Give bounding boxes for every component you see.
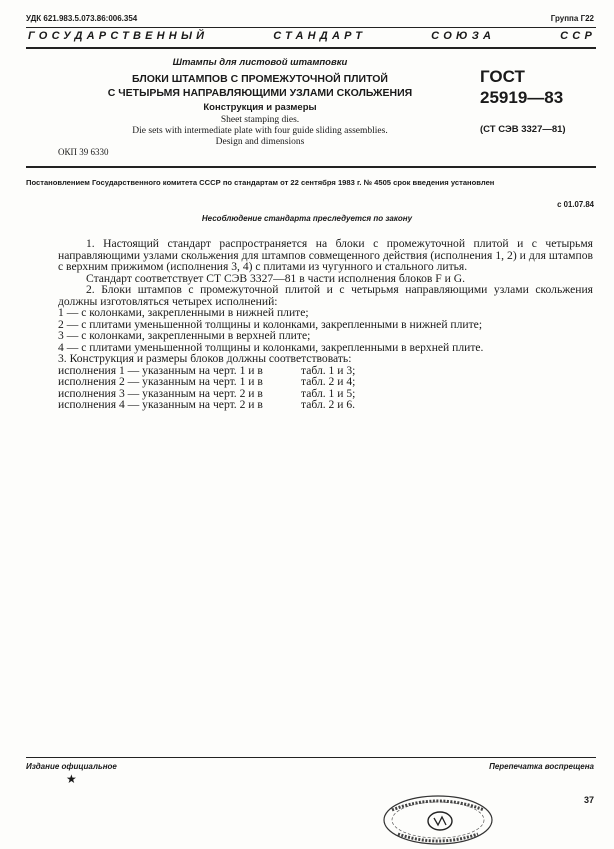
decree-text: Постановлением Государственного комитета СССР по стандартам от 22 сентября 1983 г. № 4505 срок введения установлен [26,178,495,187]
version-ref: исполнения 1 — указанным на черт. 1 и в [58,363,263,377]
version-ref: исполнения 3 — указанным на черт. 2 и в [58,386,263,400]
udk-code: УДК 621.983.5.073.86:006.354 [26,14,138,23]
official-edition: Издание официальное [26,762,117,771]
gost-number-block [480,66,590,108]
top-rule [26,27,596,28]
footer-rule [26,757,596,758]
star-icon: ★ [66,772,77,786]
body-text [58,238,593,411]
version-ref: исполнения 2 — указанным на черт. 1 и в [58,375,263,388]
list-item [58,399,593,411]
english-line: Design and dimensions [215,137,305,147]
paragraph: 3. Конструкция и размеры блоков должны соответствовать: [58,352,352,365]
group-code: Группа Г22 [550,14,594,23]
version-ref: исполнения 4 — указанным на черт. 2 и в [58,398,263,411]
paragraph: 1. Настоящий стандарт распространяется на блоки с промежуточной плитой и с четырьмя направляющими узлами скольжения для штампов совмещенного действия (исполнения 1, 2) и для штампов с верхним прижимом (исполнения 3, 4) с плитами из чугунного и стального литья. [58,237,593,273]
banner-word: ССР [560,30,596,42]
decree-rule [26,166,596,168]
gost-number: 25919—83 [480,88,564,107]
document-subtitle: Конструкция и размеры [203,102,317,113]
sev-reference: (СТ СЭВ 3327—81) [480,124,566,135]
title-line: БЛОКИ ШТАМПОВ С ПРОМЕЖУТОЧНОЙ ПЛИТОЙ [132,73,388,85]
document-title [70,72,450,100]
effective-date: с 01.07.84 [557,200,594,209]
state-standard-banner [28,30,596,42]
list-item: 1 — с колонками, закрепленными в нижней плите; [58,306,309,319]
table-ref: табл. 2 и 6. [301,398,356,411]
list-item: 4 — с плитами уменьшенной толщины и колонками, закрепленными в верхней плите. [58,340,484,354]
gost-label: ГОСТ [480,67,525,86]
okp-code: ОКП 39 6330 [58,147,109,157]
table-ref: табл. 1 и 3; [301,363,356,377]
list-item: 2 — с плитами уменьшенной толщины и колонками, закрепленными в нижней плите; [58,317,483,331]
series-title: Штампы для листовой штамповки [172,57,348,68]
list-item [58,376,593,388]
banner-word: СТАНДАРТ [273,30,367,42]
english-title [70,115,450,148]
table-ref: табл. 2 и 4; [301,375,356,388]
banner-rule [26,47,596,49]
english-line: Sheet stamping dies. [220,115,300,125]
table-ref: табл. 1 и 5; [301,386,356,400]
page-number: 37 [583,795,594,805]
reprint-notice: Перепечатка воспрещена [489,762,594,771]
banner-word: СОЮЗА [431,30,496,42]
english-line: Die sets with intermediate plate with four guide sliding assemblies. [132,126,388,136]
banner-word: ГОСУДАРСТВЕННЫЙ [28,30,209,42]
title-line: С ЧЕТЫРЬМЯ НАПРАВЛЯЮЩИМИ УЗЛАМИ СКОЛЬЖЕНИЯ [107,87,413,99]
legal-notice: Несоблюдение стандарта преследуется по закону [201,214,413,223]
paragraph: 2. Блоки штампов с промежуточной плитой и с четырьмя направляющими узлами скольжения должны изготовляться четырех исполнений: [58,283,593,308]
list-item: 3 — с колонками, закрепленными в верхней плите; [58,329,311,342]
library-stamp-icon [378,788,498,848]
paragraph: Стандарт соответствует СТ СЭВ 3327—81 в части исполнения блоков F и G. [86,271,466,285]
